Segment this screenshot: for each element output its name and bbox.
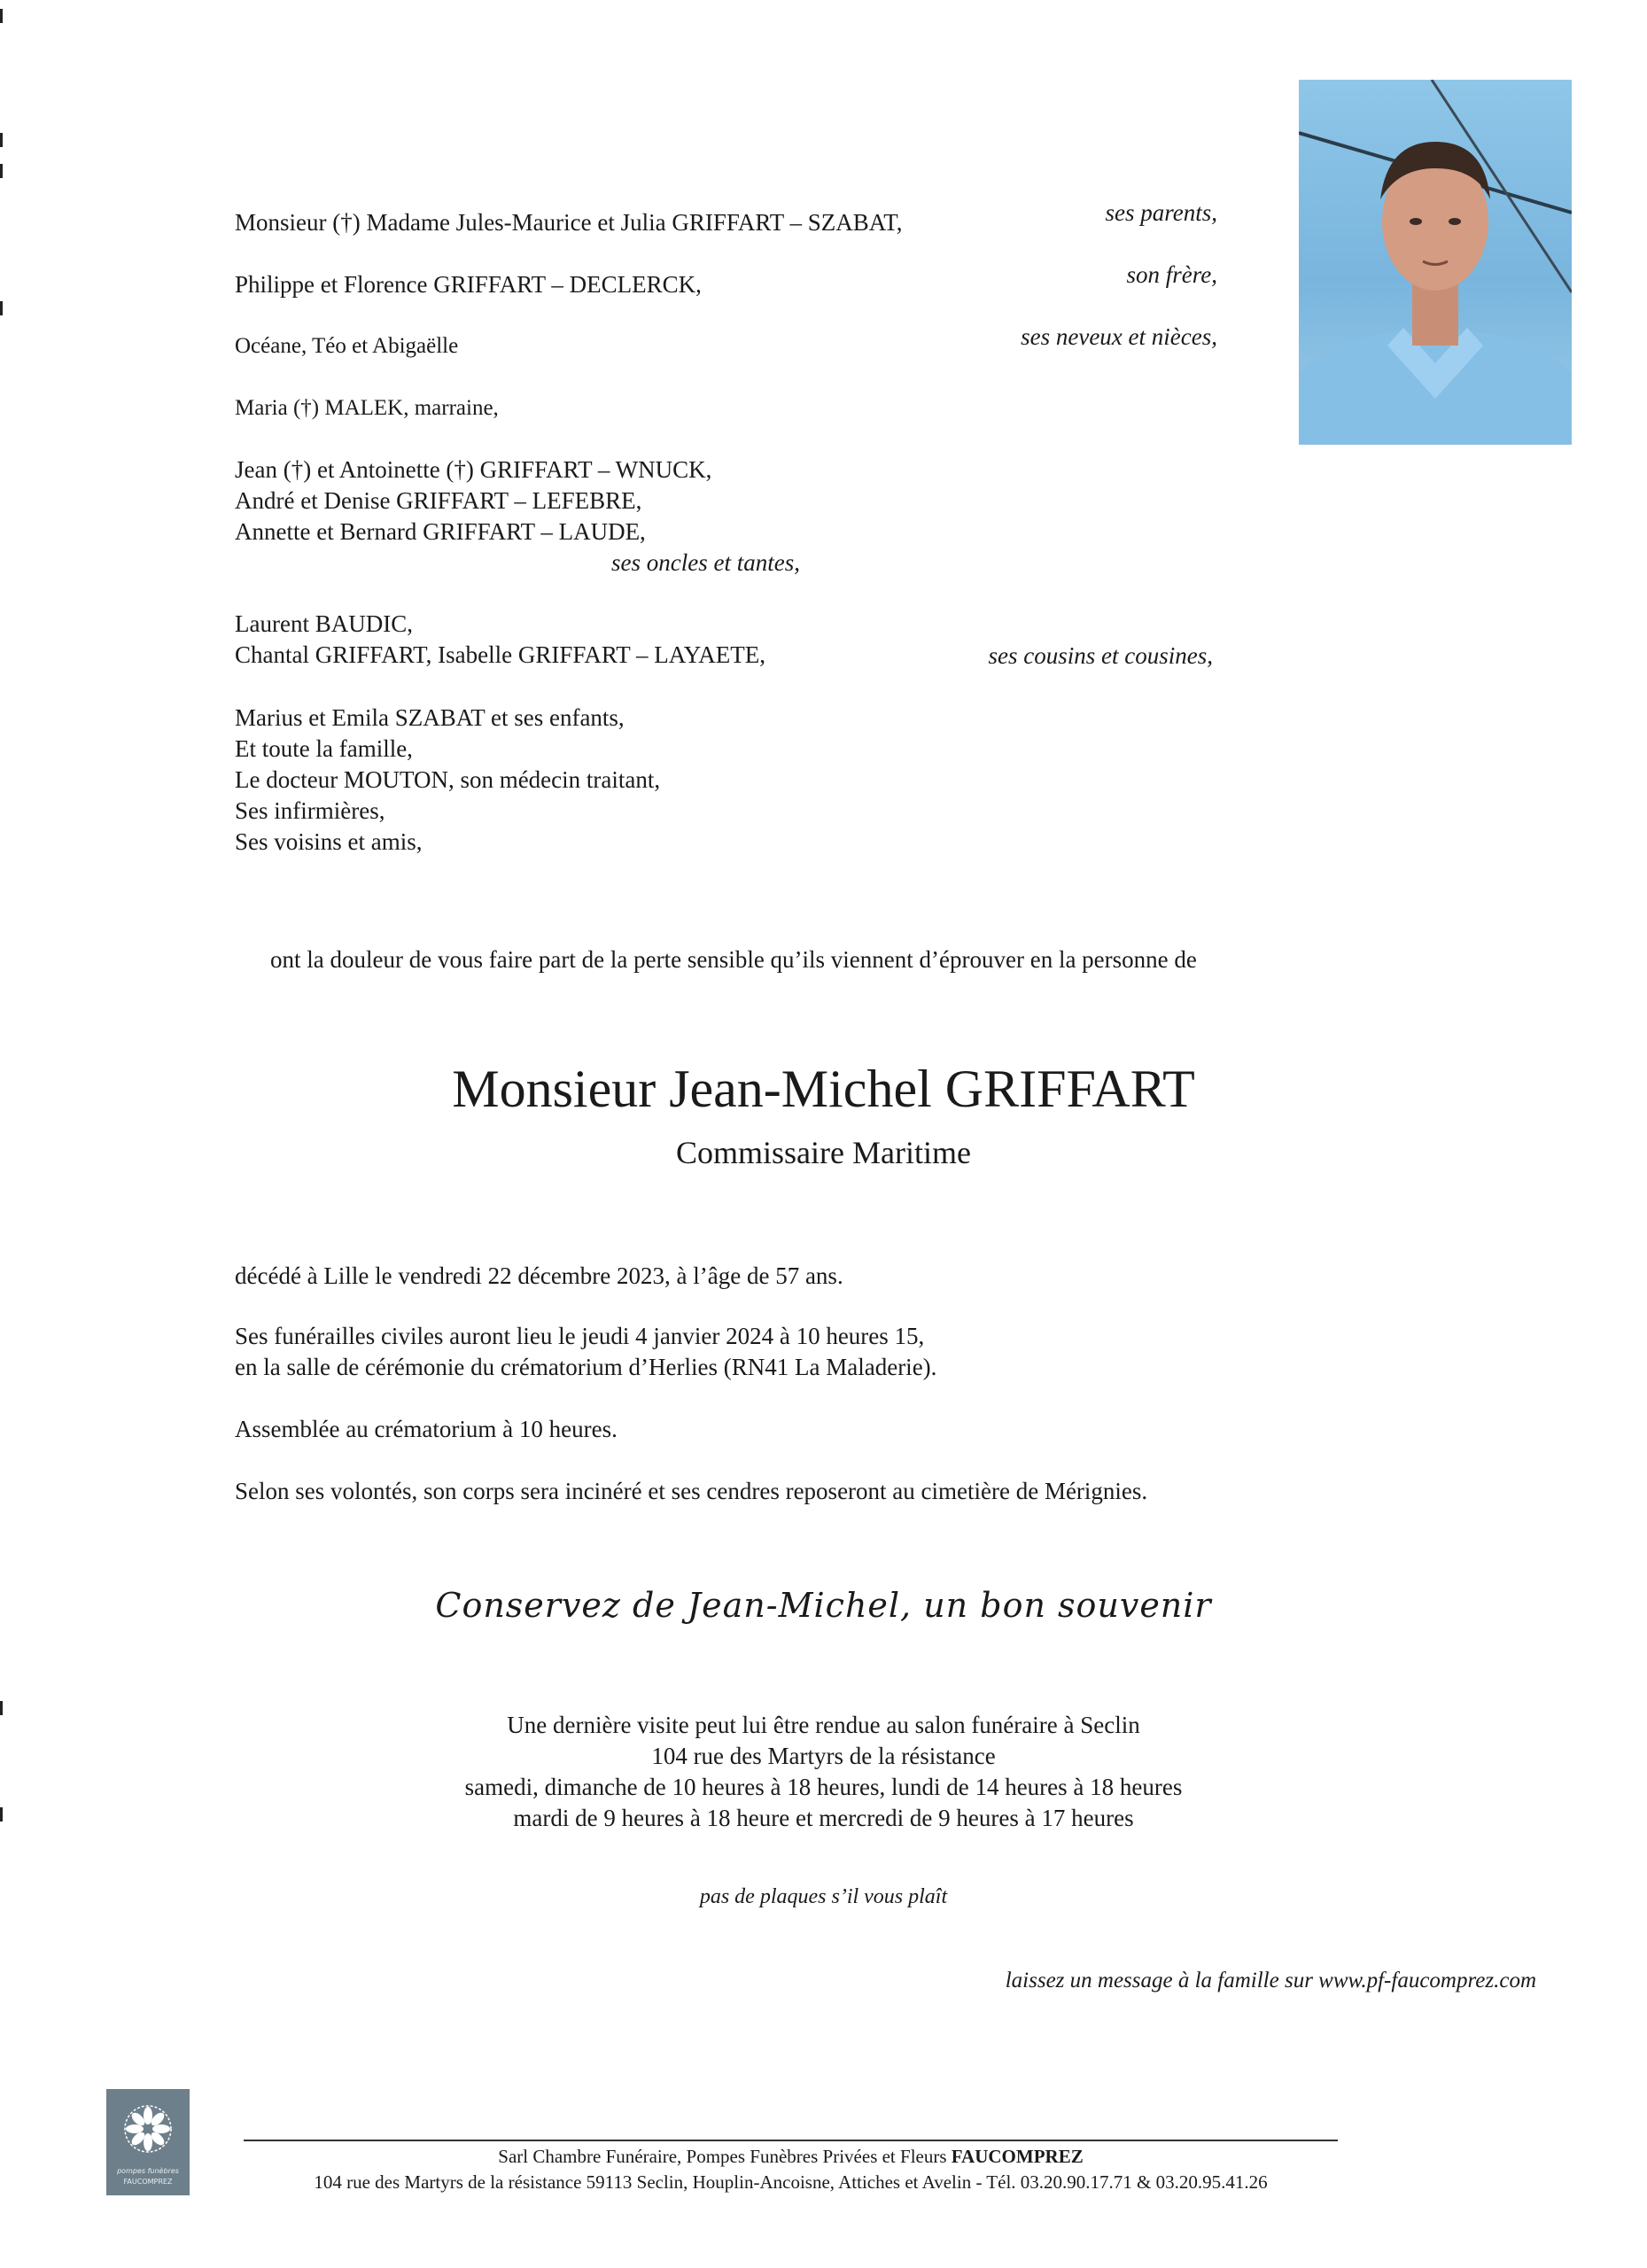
- funeral-line-1: Ses funérailles civiles auront lieu le jeudi 4 janvier 2024 à 10 heures 15,: [235, 1323, 925, 1349]
- uncles-line-1: Jean (†) et Antoinette (†) GRIFFART – WNUCK,: [235, 456, 712, 483]
- visit-line-4: mardi de 9 heures à 18 heure et mercredi de 9 heures à 17 heures: [513, 1805, 1134, 1831]
- others-line-1: Marius et Emila SZABAT et ses enfants,: [235, 704, 625, 731]
- faucomprez-logo: [106, 2089, 190, 2195]
- godmother-line: Maria (†) MALEK, marraine,: [235, 396, 499, 420]
- others-line-4: Ses infirmières,: [235, 797, 385, 824]
- visit-line-2: 104 rue des Martyrs de la résistance: [651, 1743, 996, 1769]
- deceased-title: Commissaire Maritime: [676, 1135, 971, 1170]
- others-line-5: Ses voisins et amis,: [235, 828, 423, 855]
- visit-line-3: samedi, dimanche de 10 heures à 18 heures, lundi de 14 heures à 18 heures: [464, 1774, 1183, 1800]
- footer-line-1: [244, 2144, 1338, 2170]
- assembly-line: Assemblée au crématorium à 10 heures.: [235, 1416, 618, 1442]
- brother-relation: son frère,: [1126, 261, 1217, 288]
- cousins-relation: ses cousins et cousines,: [988, 642, 1213, 669]
- footer-line-2: 104 rue des Martyrs de la résistance 59113 Seclin, Houplin-Ancoisne, Attiches et Avelin - Tél. 03.20.90.17.71 & 03.20.95.41.26: [314, 2171, 1268, 2193]
- portrait-illustration: [1299, 80, 1572, 445]
- cousins-line-1: Laurent BAUDIC,: [235, 610, 413, 637]
- parents-names: Monsieur (†) Madame Jules-Maurice et Julia GRIFFART – SZABAT,: [235, 209, 903, 236]
- nephews-names: Océane, Téo et Abigaëlle: [235, 334, 459, 358]
- others-line-2: Et toute la famille,: [235, 735, 413, 762]
- footer-company: Sarl Chambre Funéraire, Pompes Funèbres Privées et Fleurs: [498, 2146, 952, 2167]
- announcement-line: ont la douleur de vous faire part de la perte sensible qu’ils viennent d’éprouver en la personne de: [270, 946, 1197, 973]
- cousins-line-2: Chantal GRIFFART, Isabelle GRIFFART – LAYAETE,: [235, 641, 765, 668]
- nephews-relation: ses neveux et nièces,: [1021, 323, 1217, 350]
- uncles-line-3: Annette et Bernard GRIFFART – LAUDE,: [235, 518, 646, 545]
- portrait-photo: [1299, 80, 1572, 445]
- visit-line-1: Une dernière visite peut lui être rendue au salon funéraire à Seclin: [507, 1712, 1140, 1738]
- others-line-3: Le docteur MOUTON, son médecin traitant,: [235, 766, 661, 793]
- funeral-line-2: en la salle de cérémonie du crématorium d’Herlies (RN41 La Maladerie).: [235, 1354, 937, 1380]
- footer-brand: FAUCOMPREZ: [951, 2146, 1084, 2167]
- footer-divider: [244, 2140, 1338, 2141]
- logo-caption-2: FAUCOMPREZ: [123, 2178, 173, 2186]
- deceased-name: Monsieur Jean-Michel GRIFFART: [452, 1060, 1195, 1118]
- uncles-line-2: André et Denise GRIFFART – LEFEBRE,: [235, 487, 642, 514]
- brother-names: Philippe et Florence GRIFFART – DECLERCK,: [235, 271, 702, 298]
- memory-line: Conservez de Jean-Michel, un bon souvenir: [435, 1586, 1212, 1625]
- uncles-relation: ses oncles et tantes,: [611, 549, 800, 576]
- death-line: décédé à Lille le vendredi 22 décembre 2023, à l’âge de 57 ans.: [235, 1262, 843, 1289]
- logo-caption-1: pompes funèbres: [117, 2167, 179, 2175]
- message-link[interactable]: laissez un message à la famille sur www.pf-faucomprez.com: [1005, 1969, 1536, 1992]
- parents-relation: ses parents,: [1105, 199, 1217, 226]
- wishes-line: Selon ses volontés, son corps sera incinéré et ses cendres reposeront au cimetière de Mérignies.: [235, 1478, 1148, 1504]
- no-plaques-note: pas de plaques s’il vous plaît: [699, 1885, 948, 1908]
